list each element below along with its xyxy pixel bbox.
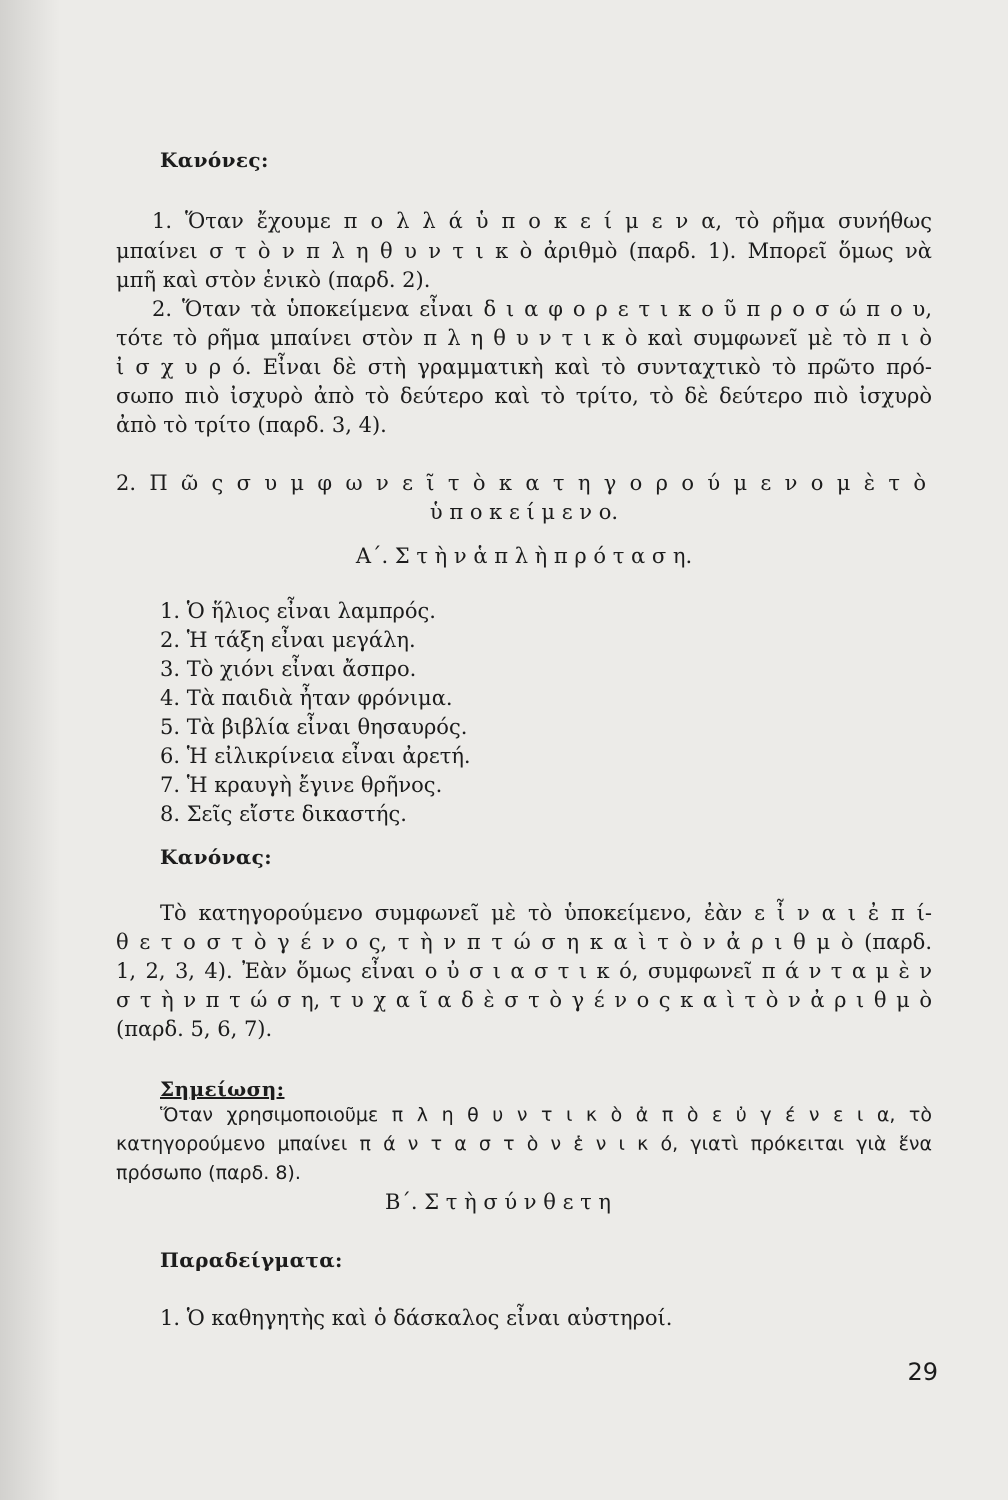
section2-title-line1: 2. Π ῶ ς σ υ μ φ ω ν ε ῖ τ ὸ κ α τ η γ ο ρ ο ύ μ ε ν ο μ ὲ τ ὸ bbox=[116, 471, 926, 495]
example-item: 4. Τὰ παιδιὰ ἦταν φρόνιμα. bbox=[160, 686, 453, 710]
example-item: 5. Τὰ βιβλία εἶναι θησαυρός. bbox=[160, 715, 468, 739]
rule1-line3: μπῆ καὶ στὸν ἑνικὸ (παρδ. 2). bbox=[116, 268, 431, 292]
example-item: 6. Ἡ εἰλικρίνεια εἶναι ἀρετή. bbox=[160, 744, 471, 768]
note-heading-text: Σημείωση: bbox=[160, 1077, 285, 1101]
rules-heading: Κανόνες: bbox=[160, 148, 269, 172]
rule2-line3: ἰ σ χ υ ρ ό. Εἶναι δὲ στὴ γραμματικὴ καὶ τὸ συνταχτικὸ τὸ πρῶτο πρό- bbox=[116, 355, 932, 379]
example-item: 8. Σεῖς εἴστε δικαστής. bbox=[160, 802, 407, 826]
subsection-a-title: Α΄. Σ τ ὴ ν ἁ π λ ὴ π ρ ό τ α σ η. bbox=[355, 544, 693, 568]
rule2-line5: ἀπὸ τὸ τρίτο (παρδ. 3, 4). bbox=[116, 413, 387, 437]
rule1-line2: μπαίνει σ τ ὸ ν π λ η θ υ ν τ ι κ ὸ ἀριθμὸ (παρδ. 1). Μπορεῖ ὅμως νὰ bbox=[116, 239, 932, 263]
example-item: 3. Τὸ χιόνι εἶναι ἄσπρο. bbox=[160, 657, 417, 681]
example-b1: 1. Ὁ καθηγητὴς καὶ ὁ δάσκαλος εἶναι αὐστηροί. bbox=[160, 1306, 673, 1330]
page-gutter-shadow bbox=[0, 0, 60, 1500]
rule1-line1: 1. Ὅταν ἔχουμε π ο λ λ ά ὑ π ο κ ε ί μ ε ν α, τὸ ρῆμα συνήθως bbox=[152, 209, 932, 233]
rule3-line3: 1, 2, 3, 4). Ἐὰν ὅμως εἶναι ο ὐ σ ι α σ τ ι κ ό, συμφωνεῖ π ά ν τ α μ ὲ ν bbox=[116, 959, 932, 983]
note-line2: κατηγορούμενο μπαίνει π ά ν τ α σ τ ὸ ν ἑ ν ι κ ό, γιατὶ πρόκειται γιὰ ἕνα bbox=[116, 1133, 932, 1155]
note-line3: πρόσωπο (παρδ. 8). bbox=[116, 1162, 301, 1184]
rule2-line1: 2. Ὅταν τὰ ὑποκείμενα εἶναι δ ι α φ ο ρ ε τ ι κ ο ῦ π ρ ο σ ώ π ο υ, bbox=[152, 297, 932, 321]
section2-title-line2: ὑ π ο κ ε ί μ ε ν ο. bbox=[429, 500, 619, 524]
example-item: 2. Ἡ τάξη εἶναι μεγάλη. bbox=[160, 628, 416, 652]
page-number: 29 bbox=[907, 1358, 938, 1386]
rule3-line2: θ ε τ ο σ τ ὸ γ έ ν ο ς, τ ὴ ν π τ ώ σ η κ α ὶ τ ὸ ν ἀ ρ ι θ μ ὸ (παρδ. bbox=[116, 930, 932, 954]
rule2-line2: τότε τὸ ρῆμα μπαίνει στὸν π λ η θ υ ν τ ι κ ὸ καὶ συμφωνεῖ μὲ τὸ π ι ὸ bbox=[116, 326, 932, 350]
rule3-line4: σ τ ὴ ν π τ ώ σ η, τ υ χ α ῖ α δ ὲ σ τ ὸ γ έ ν ο ς κ α ὶ τ ὸ ν ἀ ρ ι θ μ ὸ bbox=[116, 988, 932, 1012]
subsection-b-title: Β΄. Σ τ ὴ σ ύ ν θ ε τ η bbox=[385, 1190, 611, 1214]
examples-heading: Παραδείγματα: bbox=[160, 1248, 343, 1272]
rule-heading: Κανόνας: bbox=[160, 845, 273, 869]
note-line1: Ὅταν χρησιμοποιοῦμε π λ η θ υ ν τ ι κ ὸ ἀ π ὸ ε ὐ γ έ ν ε ι α, τὸ bbox=[160, 1104, 932, 1126]
rule3-line1: Τὸ κατηγορούμενο συμφωνεῖ μὲ τὸ ὑποκείμενο, ἐὰν ε ἶ ν α ι ἐ π ί- bbox=[160, 901, 932, 925]
example-item: 7. Ἡ κραυγὴ ἔγινε θρῆνος. bbox=[160, 773, 443, 797]
note-heading bbox=[160, 1077, 284, 1101]
rule3-line5: (παρδ. 5, 6, 7). bbox=[116, 1017, 273, 1041]
example-item: 1. Ὁ ἥλιος εἶναι λαμπρός. bbox=[160, 599, 436, 623]
rule2-line4: σωπο πιὸ ἰσχυρὸ ἀπὸ τὸ δεύτερο καὶ τὸ τρίτο, τὸ δὲ δεύτερο πιὸ ἰσχυρὸ bbox=[116, 384, 932, 408]
